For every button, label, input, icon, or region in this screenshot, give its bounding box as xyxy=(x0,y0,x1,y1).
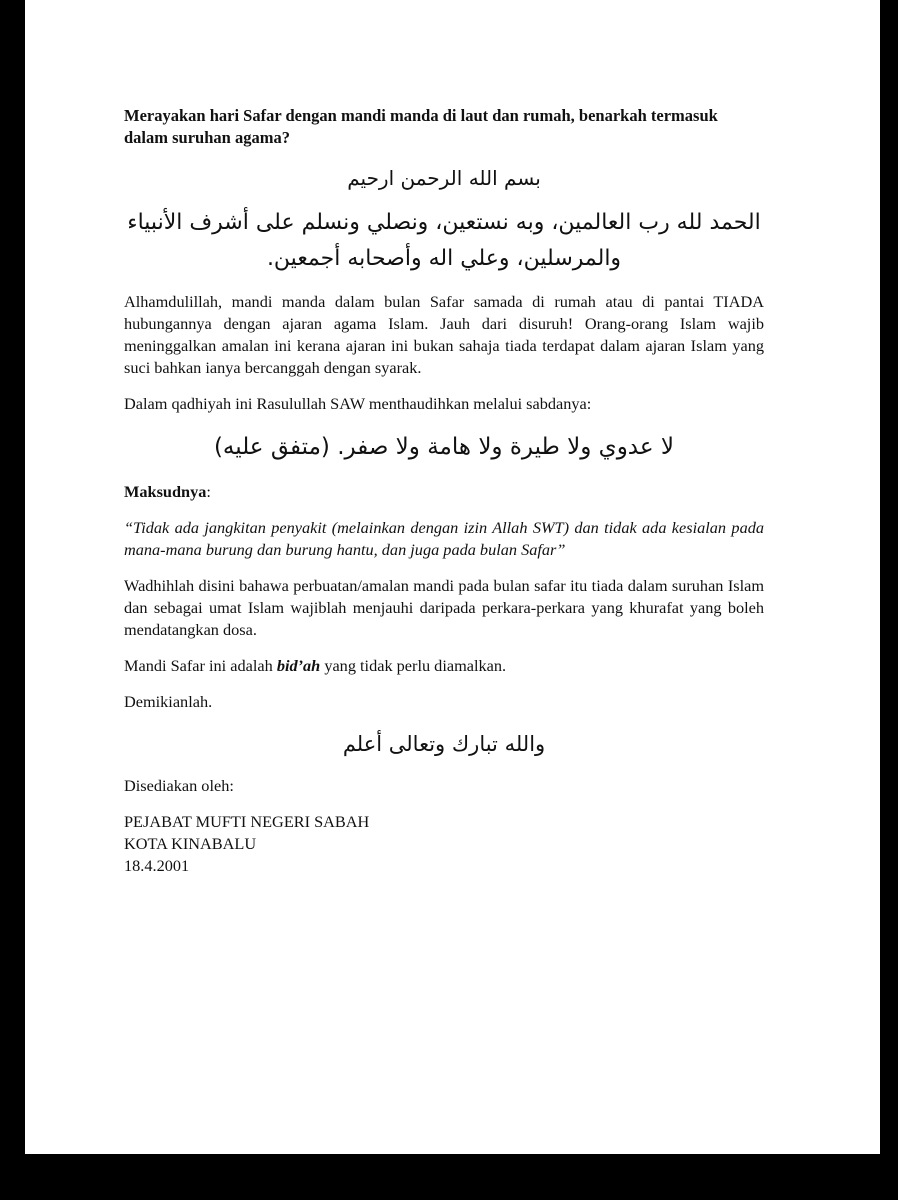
document-page xyxy=(25,0,880,1154)
paragraph-bidah xyxy=(124,655,764,677)
paragraph-hadith-intro: Dalam qadhiyah ini Rasulullah SAW menthaudihkan melalui sabdanya: xyxy=(124,394,592,413)
hamdalah-text: الحمد لله رب العالمين، وبه نستعين، ونصلي ونسلم على أشرف الأنبياء والمرسلين، وعلي اله وأصحابه أجمعين. xyxy=(127,210,761,271)
paragraph-intro: Alhamdulillah, mandi manda dalam bulan Safar samada di rumah atau di pantai TIADA hubungannya dengan ajaran agama Islam. Jauh dari disuruh! Orang-orang Islam wajib meninggalkan amalan ini kerana ajaran ini bukan sahaja tiada terdapat dalam ajaran Islam yang suci bahkan ianya bercanggah dengan syarak. xyxy=(124,292,764,377)
bidah-text-before: Mandi Safar ini adalah xyxy=(124,656,277,675)
document-body xyxy=(124,105,764,877)
hadith-translation-quote: “Tidak ada jangkitan penyakit (melainkan dengan izin Allah SWT) dan tidak ada kesialan pada mana-mana burung dan burung hantu, dan juga pada bulan Safar” xyxy=(124,518,764,559)
demikian-text: Demikianlah. xyxy=(124,692,213,711)
hadith-arabic-text: لا عدوي ولا طيرة ولا هامة ولا صفر. (متفق عليه) xyxy=(213,434,675,460)
org-name: PEJABAT MUFTI NEGERI SABAH xyxy=(124,812,370,831)
document-date: 18.4.2001 xyxy=(124,856,190,875)
maksud-heading xyxy=(124,481,764,503)
prepared-by-label: Disediakan oleh: xyxy=(124,776,234,795)
paragraph-conclusion: Wadhihlah disini bahawa perbuatan/amalan mandi pada bulan safar itu tiada dalam suruhan Islam dan sebagai umat Islam wajiblah menjauhi daripada perkara-perkara yang khurafat yang boleh mendatangkan dosa. xyxy=(124,576,764,639)
maksud-colon: : xyxy=(206,482,211,501)
bidah-emphasis: bid’ah xyxy=(276,656,321,675)
org-location: KOTA KINABALU xyxy=(124,834,257,853)
closing-arabic-text: والله تبارك وتعالى أعلم xyxy=(342,732,546,756)
document-title: Merayakan hari Safar dengan mandi manda di laut dan rumah, benarkah termasuk dalam suruhan agama? xyxy=(124,106,718,147)
maksud-label: Maksudnya xyxy=(124,482,207,501)
basmalah-text: بسم الله الرحمن ارحيم xyxy=(347,166,541,190)
bidah-text-after: yang tidak perlu diamalkan. xyxy=(320,656,507,675)
